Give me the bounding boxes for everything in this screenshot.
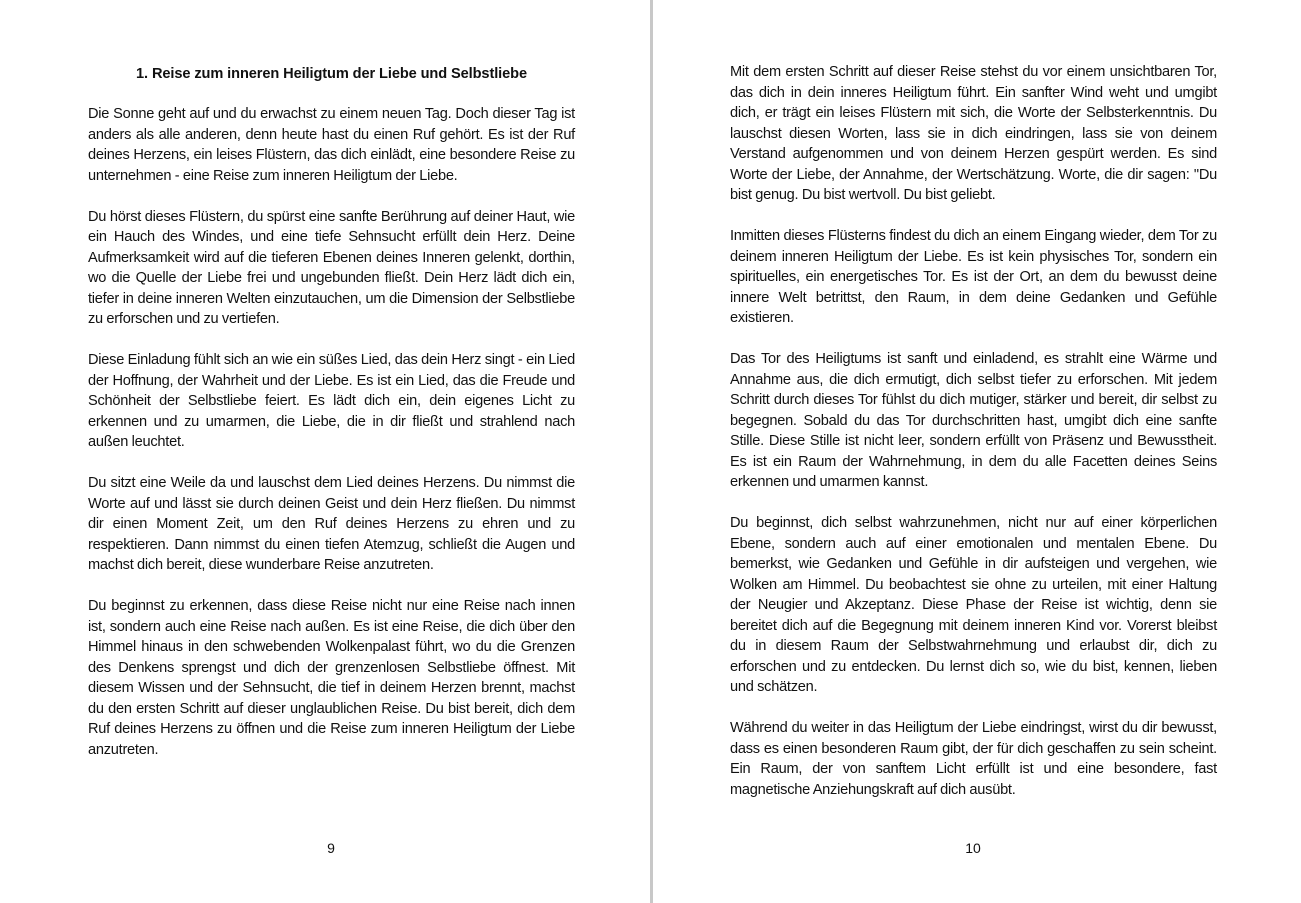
- paragraph: Diese Einladung fühlt sich an wie ein süßes Lied, das dein Herz singt - ein Lied der Hoffnung, der Wahrheit und der Liebe. Es ist ein Lied, das die Freude und Schönheit der Selbstliebe feiert. Es lädt dich ein, dein eigenes Licht zu erkennen und zu umarmen, die Liebe, die in dir fließt und strahlend nach außen leuchtet.: [88, 352, 575, 450]
- paragraph: Du sitzt eine Weile da und lauschst dem Lied deines Herzens. Du nimmst die Worte auf und lässt sie durch deinen Geist und dein Herz fließen. Du nimmst dir einen Moment Zeit, um den Ruf deines Herzens zu ehren und zu respektieren. Dann nimmst du einen tiefen Atemzug, schließt die Augen und machst dich bereit, diese wunderbare Reise anzutreten.: [88, 475, 575, 573]
- page-number: 9: [327, 840, 335, 856]
- paragraph: Mit dem ersten Schritt auf dieser Reise stehst du vor einem unsichtbaren Tor, das dich in dein inneres Heiligtum führt. Ein sanfter Wind weht und umgibt dich, er trägt ein leises Flüstern mit sich, die Worte der Selbsterkenntnis. Du lauschst diesen Worten, lass sie in dich eindringen, lass sie von deinem Verstand aufgenommen und von deinem Herzen gespürt werden. Es sind Worte der Liebe, der Annahme, der Wertschätzung. Worte, die dir sagen: "Du bist genug. Du bist wertvoll. Du bist geliebt.: [730, 64, 1217, 203]
- paragraph: Die Sonne geht auf und du erwachst zu einem neuen Tag. Doch dieser Tag ist anders als alle anderen, denn heute hast du einen Ruf gehört. Es ist der Ruf deines Herzens, ein leises Flüstern, das dich einlädt, eine besondere Reise zu unternehmen - eine Reise zum inneren Heiligtum der Liebe.: [88, 106, 575, 184]
- paragraph: Inmitten dieses Flüsterns findest du dich an einem Eingang wieder, dem Tor zu deinem inneren Heiligtum der Liebe. Es ist kein physisches Tor, sondern ein spirituelles, ein energetisches Tor. Es ist der Ort, an dem du bewusst deine innere Welt betrittst, den Raum, in dem deine Gedanken und Gefühle existieren.: [730, 228, 1217, 326]
- page-9-text: [88, 62, 575, 781]
- paragraph: Während du weiter in das Heiligtum der Liebe eindringst, wirst du dir bewusst, dass es einen besonderen Raum gibt, der für dich geschaffen zu sein scheint. Ein Raum, der von sanftem Licht erfüllt ist und eine besondere, fast magnetische Anziehungskraft auf dich ausübt.: [730, 720, 1217, 798]
- paragraph: Du hörst dieses Flüstern, du spürst eine sanfte Berührung auf deiner Haut, wie ein Hauch des Windes, und eine tiefe Sehnsucht erfüllt dein Herz. Deine Aufmerksamkeit wird auf die tieferen Ebenen deines Inneren gelenkt, dorthin, wo die Quelle der Liebe frei und ungebunden fließt. Dein Herz lädt dich ein, tiefer in deine inneren Welten einzutauchen, um die Dimension der Selbstliebe zu erforschen und zu vertiefen.: [88, 208, 575, 327]
- paragraph: Du beginnst zu erkennen, dass diese Reise nicht nur eine Reise nach innen ist, sondern auch eine Reise nach außen. Es ist eine Reise, die dich über den Himmel hinaus in den schwebenden Wolkenpalast führt, wo du die Grenzen des Denkens sprengst und dich der grenzenlosen Selbstliebe öffnest. Mit diesem Wissen und der Sehnsucht, die tief in deinem Herzen brennt, machst du den ersten Schritt auf dieser unglaublichen Reise. Du bist bereit, dich dem Ruf deines Herzens zu öffnen und die Reise zum inneren Heiligtum der Liebe anzutreten.: [88, 598, 575, 758]
- chapter-heading: 1. Reise zum inneren Heiligtum der Liebe und Selbstliebe: [136, 66, 527, 82]
- page-9: [0, 0, 650, 903]
- page-10-text: [730, 62, 1217, 821]
- paragraph: Du beginnst, dich selbst wahrzunehmen, nicht nur auf einer körperlichen Ebene, sondern auch auf einer emotionalen und mentalen Ebene. Du bemerkst, wie Gedanken und Gefühle in dir aufsteigen und vergehen, wie Wolken am Himmel. Du beobachtest sie ohne zu urteilen, mit einer Haltung der Neugier und Akzeptanz. Diese Phase der Reise ist wichtig, denn sie bereitet dich auf die Begegnung mit deinem inneren Kind vor. Vorerst bleibst du in diesem Raum der Selbstwahrnehmung und erlaubst dir, dich zu erforschen und zu entdecken. Du lernst dich so, wie du bist, kennen, lieben und schätzen.: [730, 515, 1217, 695]
- page-10: [653, 0, 1301, 903]
- paragraph: Das Tor des Heiligtums ist sanft und einladend, es strahlt eine Wärme und Annahme aus, die dich ermutigt, dich selbst tiefer zu erforschen. Mit jedem Schritt durch dieses Tor fühlst du dich mutiger, stärker und bereit, dir selbst zu begegnen. Sobald du das Tor durchschritten hast, umgibt dich eine sanfte Stille. Diese Stille ist nicht leer, sondern erfüllt von Präsenz und Bewusstheit. Es ist ein Raum der Wahrnehmung, in dem du alle Facetten deines Seins erkennen und umarmen kannst.: [730, 351, 1217, 490]
- page-number: 10: [965, 840, 981, 856]
